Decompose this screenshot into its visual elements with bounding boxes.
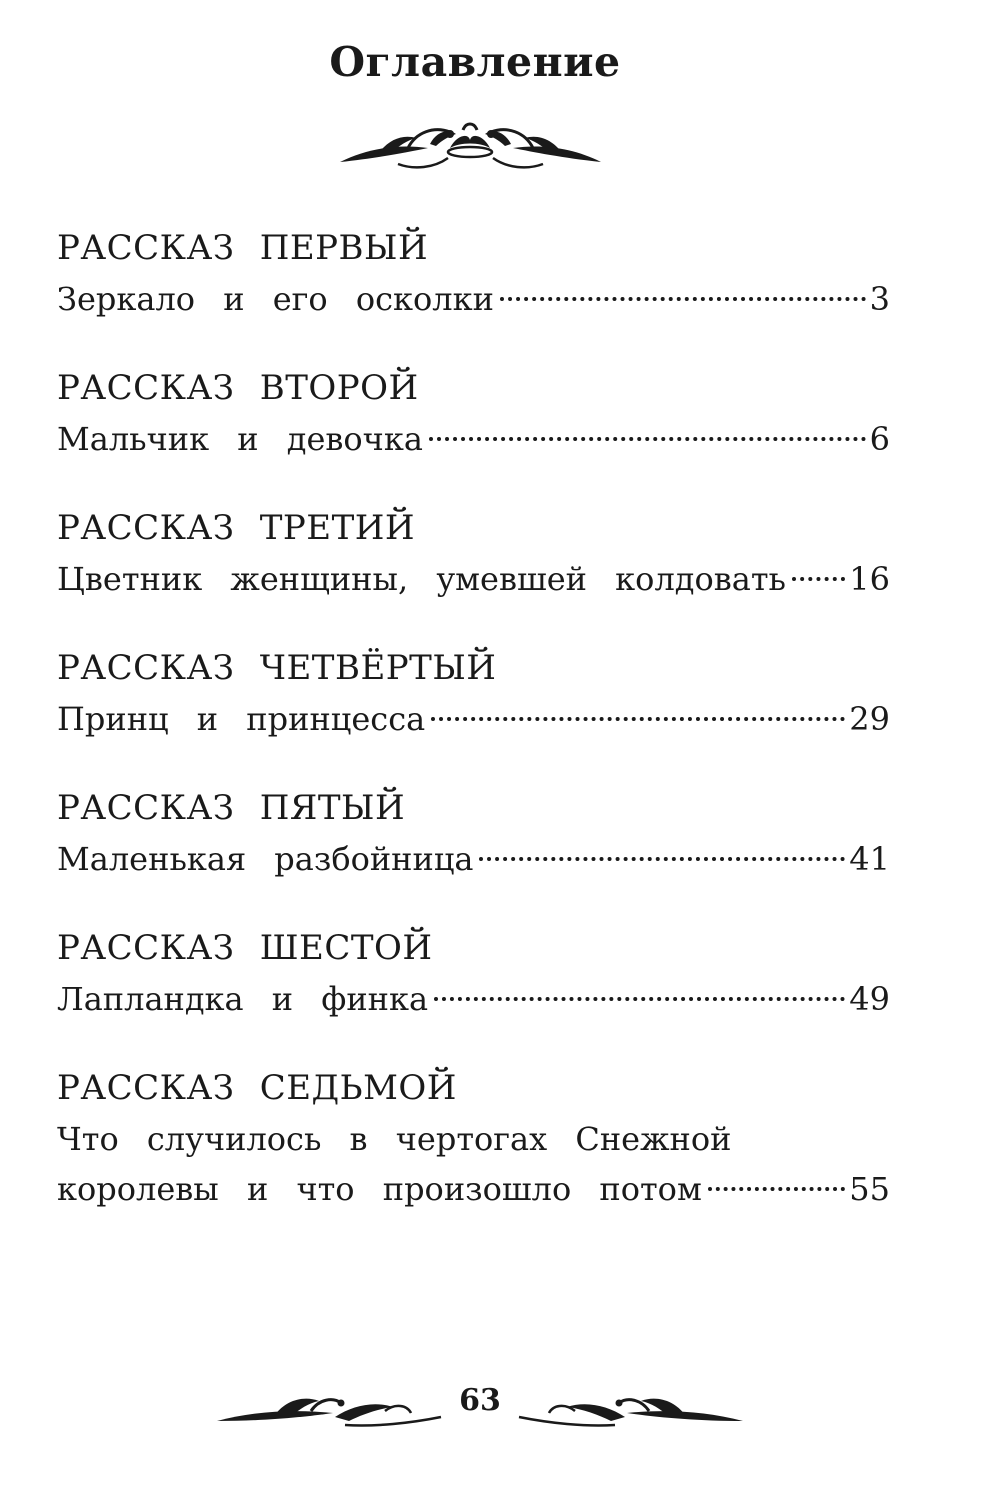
toc-entry-line — [57, 834, 890, 884]
toc-entry-title: Маленькая разбойница — [57, 840, 474, 878]
dot-leader — [500, 297, 866, 301]
floral-flourish-ornament-icon — [517, 1387, 745, 1435]
toc-page-number: 29 — [849, 700, 890, 738]
toc-entry-line — [57, 414, 890, 464]
toc-entry[interactable] — [57, 362, 890, 464]
page-number: 63 — [459, 1383, 501, 1418]
toc-page-number: 16 — [849, 560, 890, 598]
toc-entry[interactable] — [57, 222, 890, 324]
toc-entry[interactable] — [57, 1062, 890, 1214]
toc-entry-line — [57, 274, 890, 324]
toc-entry[interactable] — [57, 782, 890, 884]
toc-entry-line — [57, 974, 890, 1024]
floral-flourish-ornament-icon — [215, 1387, 443, 1435]
toc-page-number: 55 — [849, 1170, 890, 1208]
toc-entry-title: Мальчик и девочка — [57, 420, 423, 458]
toc-page-number: 6 — [869, 420, 890, 458]
page-title: Оглавление — [329, 38, 621, 86]
toc-entry-title: королевы и что произошло потом — [57, 1170, 702, 1208]
toc-entry-title: Цветник женщины, умевшей колдовать — [57, 560, 786, 598]
toc-entry-title: Лапландка и финка — [57, 980, 429, 1018]
toc-entry-title: Зеркало и его осколки — [57, 280, 494, 318]
toc-entry-line — [57, 1164, 890, 1214]
toc-entry-line — [57, 554, 890, 604]
toc-entry-title: Принц и принцесса — [57, 700, 426, 738]
dot-leader — [708, 1187, 845, 1191]
toc-entry-heading: РАССКАЗ СЕДЬМОЙ — [57, 1068, 457, 1108]
toc-page-number: 41 — [849, 840, 890, 878]
toc-entry-heading: РАССКАЗ ЧЕТВЁРТЫЙ — [57, 648, 497, 688]
toc-entry-line — [57, 694, 890, 744]
toc-entry[interactable] — [57, 922, 890, 1024]
toc-entry-title-line: Что случилось в чертогах Снежной — [57, 1120, 732, 1158]
toc-entry[interactable] — [57, 642, 890, 744]
toc-entry-heading: РАССКАЗ ПЯТЫЙ — [57, 788, 406, 828]
dot-leader — [429, 437, 866, 441]
toc-entry-heading: РАССКАЗ ТРЕТИЙ — [57, 508, 416, 548]
dot-leader — [434, 997, 845, 1001]
toc-page-number: 49 — [849, 980, 890, 1018]
dot-leader — [431, 717, 845, 721]
toc-page-number: 3 — [869, 280, 890, 318]
toc-entry-heading: РАССКАЗ ШЕСТОЙ — [57, 928, 433, 968]
toc-entry-heading: РАССКАЗ ВТОРОЙ — [57, 368, 419, 408]
table-of-contents — [57, 222, 890, 1252]
toc-entry-heading: РАССКАЗ ПЕРВЫЙ — [57, 228, 429, 268]
toc-entry[interactable] — [57, 502, 890, 604]
floral-flourish-ornament-icon — [338, 118, 603, 180]
dot-leader — [792, 577, 845, 581]
page-footer — [215, 1375, 745, 1445]
dot-leader — [479, 857, 845, 861]
